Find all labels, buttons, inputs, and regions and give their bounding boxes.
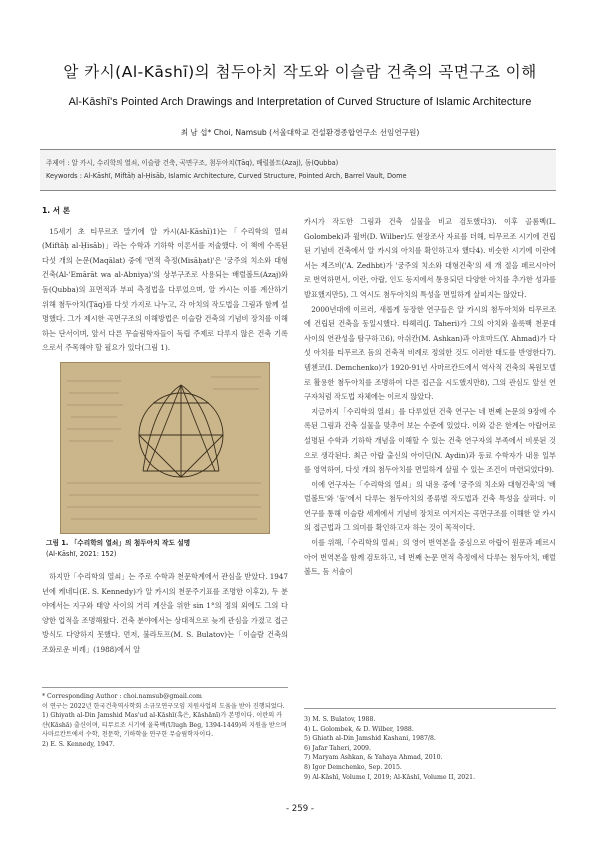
- footnote: 이 연구는 2022년 한국건축역사학회 소규모연구모임 지원사업의 도움을 받아 진행되었다.: [42, 702, 285, 710]
- figure-caption-text: 「수리학의 열쇠」의 첨두아치 작도 설명: [70, 538, 191, 547]
- footnote: 7) Maryam Ashkan, & Yahaya Ahmad, 2010.: [304, 754, 443, 762]
- figure-caption-source: (Al-Kāshī, 2021: 152): [46, 549, 117, 558]
- body-paragraph: 지금까지「수리학의 열쇠」를 다루었던 건축 연구는 네 번째 논문의 9장에 수록된 그림과 건축 실물을 맞추어 보는 수준에 있었다. 이와 같은 한계는 아랍어로 설명된 수학과 기하학 개념을 이해할 수 있는 건축 연구자의 부족에서 비롯된 것으로 생각된다. 최근 아랍 출신의 아이딘(N. Aydin)과 동료 수학자가 내용 일부를 영역하여, 다섯 개의 첨두아치를 면밀하게 살필 수 있는 조건이 마련되었다9).: [304, 406, 556, 475]
- figure-caption-label: 그림 1.: [46, 538, 69, 547]
- footnotes-right: [304, 708, 556, 782]
- footnote: 8) Igor Demchenko, Sep. 2015.: [304, 763, 402, 771]
- footnote: 2) E. S. Kennedy, 1947.: [42, 740, 115, 748]
- keywords-korean: 주제어 : 알 카시, 수리학의 열쇠, 이슬람 건축, 곡면구조, 첨두아치(Ṭāq), 배럴볼트(Azaj), 돔(Qubba): [46, 159, 339, 167]
- intro-paragraph: 15세기 초 티무르조 말기에 알 카시(Al-Kāshī)1)는「수리학의 열쇠(Miftāḥ al-Ḥisāb)」라는 수학과 기하학 이론서를 저술했다. 이 책에 수록된 다섯 개의 논문(Maqālat) 중에 '면적 측정(Misāḥat)'은 '궁주의 치소와 대형건축(Al-'Emārāt wa al-Abniya)'의 상부구조로 사용되는 배럴볼트(Azaj)와 돔(Qubba)의 표면적과 부피 측정법을 다루었으며, 알 카시는 이를 계산하기 위해 첨두아치(Ṭāq)를 다섯 가지로 나누고, 각 아치의 작도법을 그림과 함께 설명했다. 그가 제시한 곡면구조의 이해방법은 이슬람 건축의 기념비 장치를 이해하는 단서이며, 앞서 다른 무슬림학자들이 독립 주제로 다루지 않은 건축 기록으로서 주목해야 할 필요가 있다(그림 1).: [42, 226, 288, 353]
- body-paragraph: 이에 연구자는「수리학의 열쇠」의 내용 중에 '궁주의 치소와 대형건축'의 '배럴볼트'와 '돔'에서 다루는 첨두아치의 종류별 작도법과 건축 특성을 살펴다. 이 연구를 통해 이슬람 세계에서 기념비 장치로 여겨지는 곡면구조를 이해한 알 카시의 접근법과 그 의미를 확인하고자 하는 것이 목적이다.: [304, 479, 556, 533]
- right-column: [304, 215, 556, 580]
- figure-manuscript-image: [60, 362, 270, 534]
- title-english: Al-Kāshī's Pointed Arch Drawings and Interpretation of Curved Structure of Islamic Architecture: [68, 96, 532, 108]
- section-heading: 1. 서 론: [42, 206, 71, 215]
- footnote: 9) Al-Kāshī, Volume I, 2019; Al-Kāshī, Volume II, 2021.: [304, 773, 476, 781]
- footnote: 1) Ghiyath al-Din Jamshid Mas'ud al-Kāshī(혹은, Kāshānī)가 본명이다. 이란의 카샨(Kāshā) 출신이며, 티무르조 시기에 울룩백(Ulugh Beg, 1394-1449)의 지원을 받으며 사마르칸트에서 수학, 천문학, 기하학을 연구한 무슬림학자이다.: [42, 712, 287, 739]
- body-paragraph: 하지만「수리학의 열쇠」는 주로 수학과 천문학계에서 관심을 받았다. 1947년에 케네디(E. S. Kennedy)가 알 카시의 천문주기표를 조명한 이후2), 두 분야에서는 지구와 태양 사이의 거리 계산을 위한 sin 1°의 정의 외에도 그의 다양한 업적을 조명해왔다. 건축 분야에서는 상대적으로 늦게 관심을 가졌고 접근 방식도 다양하지 못했다. 먼저, 불라토프(M. S. Bulatov)는「이슬람 건축의 조화로운 비례」(1988)에서 알: [42, 571, 288, 654]
- body-paragraph: 카시가 작도한 그림과 건축 실물을 비교 검토했다3). 이후 골롬벡(L. Golombek)과 윌버(D. Wilber)도 현장조사 자료를 더해, 티무르조 시기에 건립된 기념비 건축에서 알 카시의 아치를 확인하고자 했다4). 비슷한 시기에 이란에서는 제즈비('A. Zedhbt)가 '궁주의 치소와 대형건축'의 세 개 절을 페르시아어로 번역하면서, 이란, 아랍, 인도 등지에서 통용되던 다양한 아치를 추가한 성과를 발표했지만5), 그 역시도 첨두아치의 특성을 면밀하게 살피지는 않았다.: [304, 217, 556, 299]
- left-column: [42, 204, 288, 658]
- footnote: 5) Ghiath al-Din Jamshid Kashani, 1987/8.: [304, 735, 436, 743]
- body-paragraph: 2000년대에 이르러, 새롭게 등장한 연구들은 알 카시의 첨두아치와 티무르조에 건립된 건축을 동일시했다. 타헤리(J. Taheri)가 그의 아치와 울룩백 천문대 사이의 연관성을 탐구하고6), 아쉬칸(M. Ashkan)과 아흐마드(Y. Ahmad)가 다섯 아치를 티무르조 돔의 건축적 비례로 정의한 것도 이러한 태도를 반영한다7). 뎀첸코(I. Demchenko)가 1920-91년 사마르칸드에서 역사적 건축의 복원모델로 활용한 첨두아치를 조명하여 다른 접근을 시도했지만8), 그의 관심도 앞선 연구자처럼 작도법 자체에는 이르지 않았다.: [304, 304, 556, 402]
- page-number: - 259 -: [285, 804, 315, 814]
- footnote: 4) L. Golombek, & D. Wilber, 1988.: [304, 725, 414, 733]
- authors-line: 최 남 섭* Choi, Namsub (서울대학교 건설환경종합연구소 선임연구원): [180, 128, 420, 137]
- footnote: * Corresponding Author : choi.namsub@gmail.com: [42, 693, 202, 700]
- footnote: 6) Jafar Taheri, 2009.: [304, 744, 371, 752]
- keywords-english: Keywords : Al-Kāshī, Miftāḥ al-Ḥisāb, Islamic Architecture, Curved Structure, Pointed Arch, Barrel Vault, Dome: [46, 172, 407, 180]
- keywords-box: [40, 149, 556, 191]
- footnote: 3) M. S. Bulatov, 1988.: [304, 716, 376, 723]
- body-paragraph: 이를 위해,「수리학의 열쇠」의 영어 번역본을 중심으로 아랍어 원문과 페르시아어 번역본을 함께 검토하고, 네 번째 논문 면적 측정에서 다루는 첨두아치, 배럴볼트, 돔 서술이: [304, 538, 556, 577]
- title-korean: 알 카시(Al-Kāshī)의 첨두아치 작도와 이슬람 건축의 곡면구조 이해: [63, 63, 537, 81]
- figure-caption: [42, 538, 288, 560]
- footnotes-left: [42, 687, 288, 750]
- pointed-arch-drawing-icon: [61, 363, 269, 533]
